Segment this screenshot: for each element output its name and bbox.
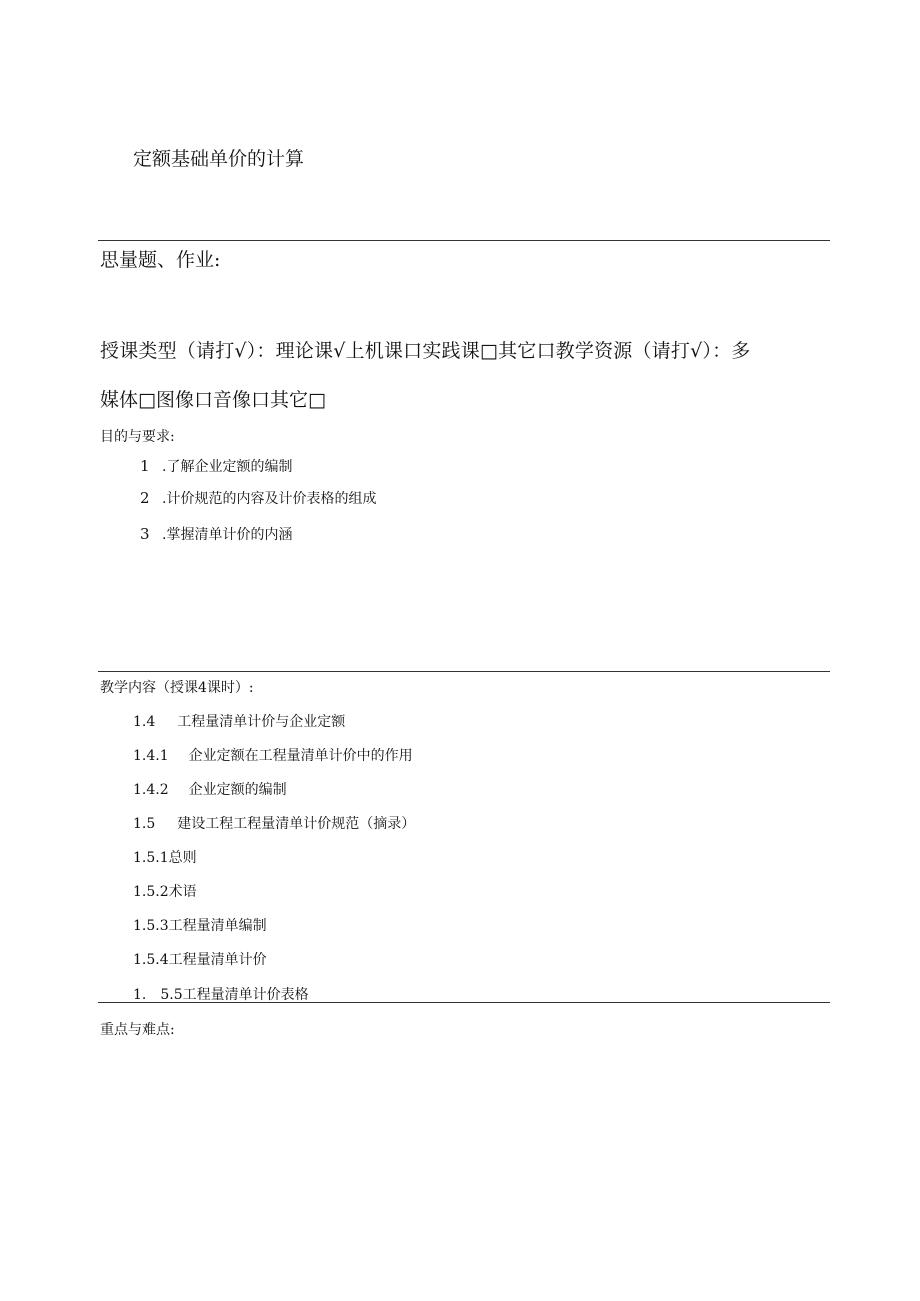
- content-item: [133, 779, 287, 799]
- objective-text: .掌握清单计价的内涵: [162, 527, 293, 543]
- content-item: [133, 984, 309, 1004]
- page-title: 定额基础单价的计算: [133, 148, 305, 170]
- course-type-line-2: 媒体□图像口音像口其它□: [100, 389, 326, 411]
- content-item: [133, 813, 415, 833]
- content-item-number: 1.5.1: [133, 850, 169, 866]
- key-points-heading: 重点与难点:: [100, 1022, 175, 1038]
- objectives-heading: 目的与要求:: [100, 429, 175, 445]
- content-item-text: 企业定额在工程量清单计价中的作用: [188, 748, 413, 764]
- questions-label: 思量题、作业:: [100, 249, 221, 271]
- content-item-text: 5.5工程量清单计价表格: [160, 987, 309, 1003]
- objective-item: [140, 524, 292, 544]
- content-item: [133, 915, 267, 935]
- content-item-text: 工程量清单编制: [168, 918, 267, 934]
- objective-text: .计价规范的内容及计价表格的组成: [162, 491, 377, 507]
- content-item-number: 1.4.1: [133, 748, 169, 764]
- content-item-text: 建设工程工程量清单计价规范（摘录）: [177, 816, 416, 832]
- content-item-number: 1.5.3: [133, 918, 169, 934]
- content-item-number: 1.4: [133, 714, 156, 730]
- objective-number: 2: [140, 489, 150, 507]
- content-item: [133, 949, 267, 969]
- objective-number: 1: [140, 457, 150, 475]
- content-item-text: 工程量清单计价与企业定额: [177, 714, 346, 730]
- objective-item: [140, 456, 292, 476]
- course-type-line-1: 授课类型（请打√）：理论课√上机课口实践课□其它口教学资源（请打√）：多: [100, 340, 751, 362]
- content-item-number: 1.5: [133, 816, 156, 832]
- content-item-number: 1.5.2: [133, 884, 169, 900]
- content-item-text: 工程量清单计价: [168, 952, 267, 968]
- content-item-number: 1.4.2: [133, 782, 169, 798]
- content-item-number: 1.5.4: [133, 952, 169, 968]
- objective-number: 3: [140, 525, 150, 543]
- section-divider: [98, 671, 830, 672]
- content-item: [133, 847, 197, 867]
- content-heading: 教学内容（授课4课时）:: [100, 680, 254, 696]
- section-divider: [98, 240, 830, 241]
- content-item: [133, 881, 197, 901]
- content-item: [133, 745, 413, 765]
- content-item-text: 术语: [168, 884, 197, 900]
- content-item: [133, 711, 345, 731]
- content-item-text: 企业定额的编制: [188, 782, 287, 798]
- objective-item: [140, 488, 376, 508]
- content-item-number: 1.: [133, 987, 147, 1003]
- objective-text: .了解企业定额的编制: [162, 459, 293, 475]
- content-item-text: 总则: [168, 850, 197, 866]
- section-divider: [98, 1002, 830, 1003]
